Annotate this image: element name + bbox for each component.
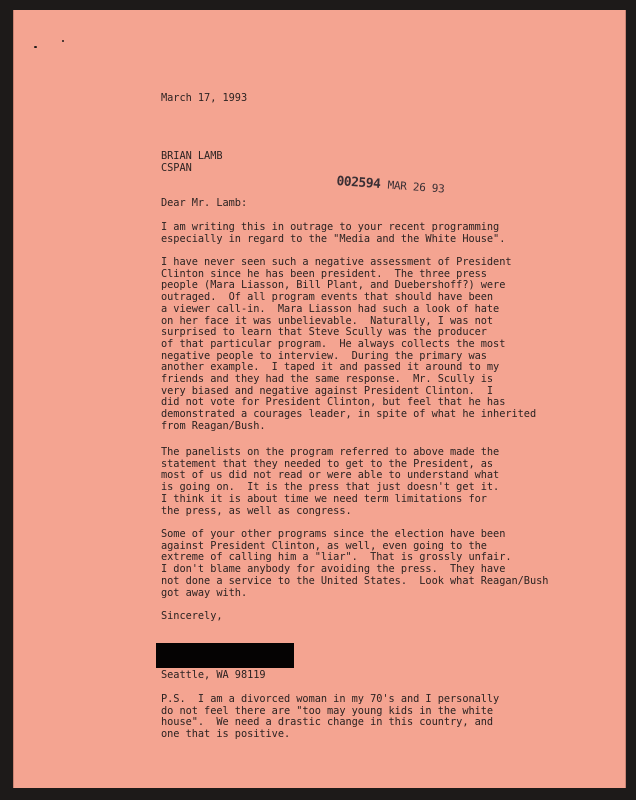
received-stamp bbox=[336, 174, 445, 197]
speck bbox=[34, 46, 37, 48]
paragraph-1: I am writing this in outrage to your recent programming especially in regard to the "Media and the White House". bbox=[161, 221, 506, 245]
salutation: Dear Mr. Lamb: bbox=[161, 197, 248, 209]
recipient-org: CSPAN bbox=[161, 162, 192, 174]
closing: Sincerely, bbox=[161, 610, 223, 622]
stamp-number: 002594 bbox=[335, 174, 381, 193]
letter-page bbox=[13, 10, 626, 788]
speck bbox=[62, 40, 64, 42]
recipient-name: BRIAN LAMB bbox=[161, 150, 223, 162]
postscript: P.S. I am a divorced woman in my 70's and I personally do not feel there are "too may young kids in the white house". We need a drastic change in this country, and one that is positive. bbox=[161, 693, 500, 741]
paragraph-4: Some of your other programs since the election have been against President Clinton, as well, even going to the extreme of calling him a "liar". That is grossly unfair. I don't blame anybody for avoiding the press. They have not done a service to the United States. Look what Reagan/Bush got away with. bbox=[161, 528, 549, 599]
signature-redaction bbox=[156, 643, 294, 668]
sender-address: Seattle, WA 98119 bbox=[161, 669, 266, 681]
paragraph-3: The panelists on the program referred to above made the statement that they needed to get to the President, as most of us did not read or were able to understand what is going on. It is the press that just doesn't get it. I think it is about time we need term limitations for the press, as well as congress. bbox=[161, 446, 500, 517]
stamp-date: MAR 26 93 bbox=[387, 178, 445, 196]
paragraph-2: I have never seen such a negative assessment of President Clinton since he has been president. The three press people (Mara Liasson, Bill Plant, and Duebershoff?) were outraged. Of all program events that should have been a viewer call-in. Mara Liasson had such a look of hate on her face it was unbelievable. Naturally, I was not surprised to learn that Steve Scully was the producer of that particular program. He always collects the most negative people to interview. During the primary was another example. I taped it and passed it around to my friends and they had the same response. Mr. Scully is very biased and negative against President Clinton. I did not vote for President Clinton, but feel that he has demonstrated a courages leader, in spite of what he inherited from Reagan/Bush. bbox=[161, 256, 537, 432]
letter-date: March 17, 1993 bbox=[161, 92, 248, 104]
